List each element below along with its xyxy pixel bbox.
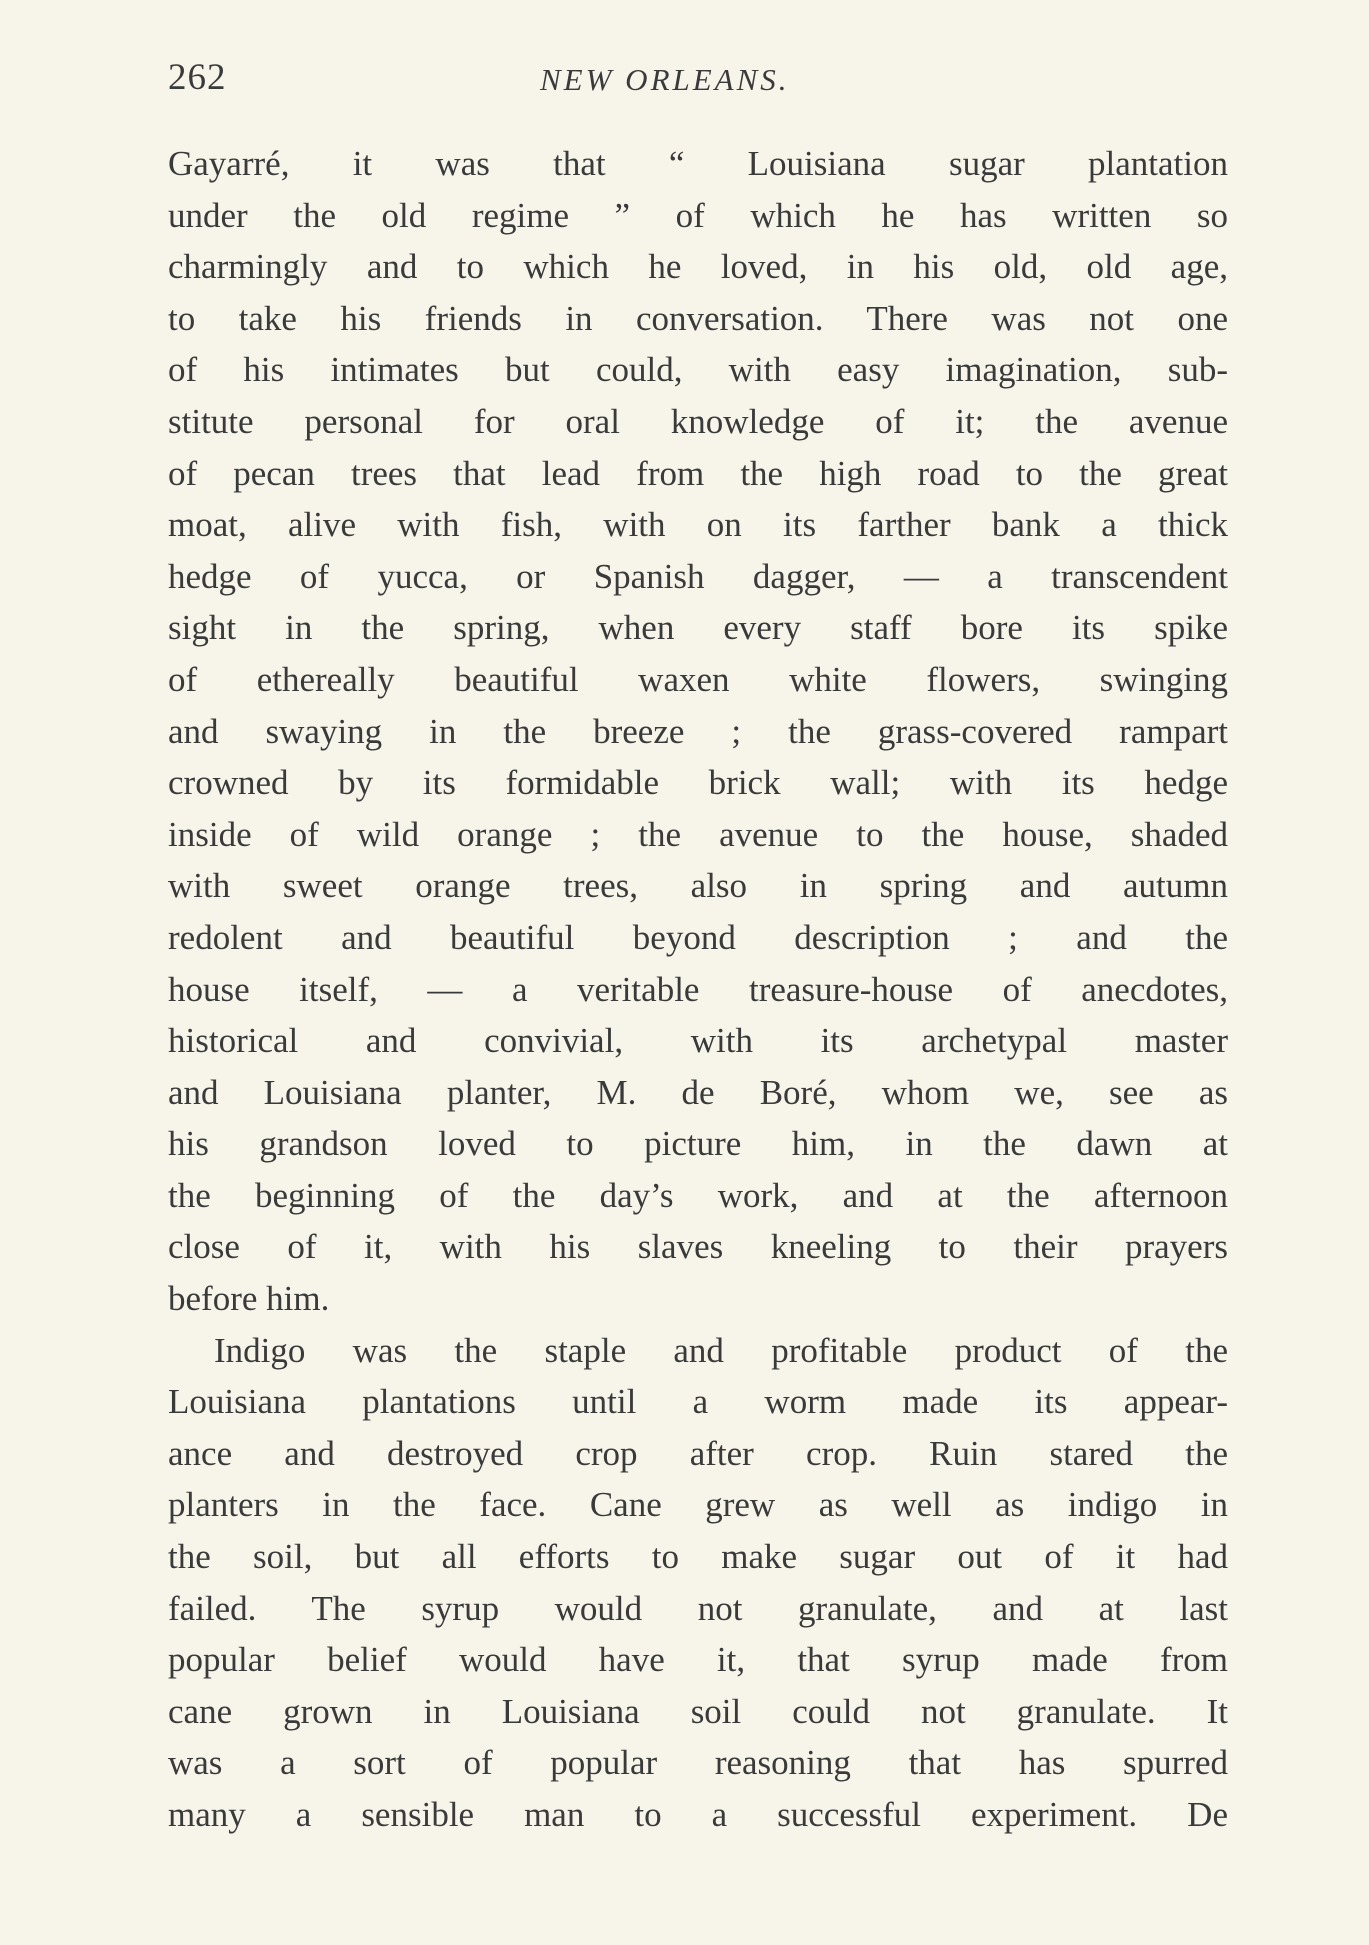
text-line: failed. The syrup would not granulate, and at last (168, 1588, 1228, 1628)
text-line: with sweet orange trees, also in spring and autumn (168, 866, 1228, 906)
text-line: under the old regime ” of which he has written so (168, 195, 1228, 235)
text-line: house itself, — a veritable treasure-house of anecdotes, (168, 969, 1228, 1009)
text-line: of ethereally beautiful waxen white flowers, swinging (168, 659, 1228, 699)
text-line: and swaying in the breeze ; the grass-covered rampart (168, 711, 1228, 751)
text-line: of pecan trees that lead from the high road to the great (168, 453, 1228, 493)
body-text (168, 138, 1228, 1841)
text-line: to take his friends in conversation. There was not one (168, 298, 1228, 338)
text-line: the soil, but all efforts to make sugar out of it had (168, 1537, 1228, 1577)
running-title: NEW ORLEANS. (540, 62, 790, 97)
paragraph-start-line: Indigo was the staple and profitable product of the (214, 1330, 1228, 1370)
text-line: Gayarré, it was that “ Louisiana sugar plantation (168, 144, 1228, 183)
text-line: redolent and beautiful beyond description ; and the (168, 917, 1228, 957)
paragraph-end-line: before him. (168, 1279, 330, 1319)
page-number: 262 (168, 57, 227, 98)
text-line: moat, alive with fish, with on its farther bank a thick (168, 505, 1228, 545)
text-line: cane grown in Louisiana soil could not granulate. It (168, 1691, 1228, 1731)
text-line: charmingly and to which he loved, in his old, old age, (168, 247, 1228, 287)
text-line: stitute personal for oral knowledge of it; the avenue (168, 401, 1228, 441)
text-line: sight in the spring, when every staff bore its spike (168, 608, 1228, 648)
text-line: Louisiana plantations until a worm made its appear- (168, 1382, 1228, 1422)
text-line: inside of wild orange ; the avenue to the house, shaded (168, 814, 1228, 854)
text-line: many a sensible man to a successful experiment. De (168, 1795, 1228, 1834)
page-header (168, 56, 1228, 106)
text-line: planters in the face. Cane grew as well as indigo in (168, 1485, 1228, 1525)
text-line: and Louisiana planter, M. de Boré, whom we, see as (168, 1072, 1228, 1112)
text-line: was a sort of popular reasoning that has spurred (168, 1743, 1228, 1783)
text-line: crowned by its formidable brick wall; with its hedge (168, 763, 1228, 803)
text-line: his grandson loved to picture him, in the dawn at (168, 1124, 1228, 1164)
text-line: popular belief would have it, that syrup made from (168, 1640, 1228, 1680)
text-line: ance and destroyed crop after crop. Ruin stared the (168, 1433, 1228, 1473)
text-line: the beginning of the day’s work, and at the afternoon (168, 1175, 1228, 1215)
text-line: historical and convivial, with its archetypal master (168, 1021, 1228, 1061)
text-line: of his intimates but could, with easy imagination, sub- (168, 350, 1228, 390)
text-line: close of it, with his slaves kneeling to their prayers (168, 1227, 1228, 1267)
text-line: hedge of yucca, or Spanish dagger, — a transcendent (168, 556, 1228, 596)
